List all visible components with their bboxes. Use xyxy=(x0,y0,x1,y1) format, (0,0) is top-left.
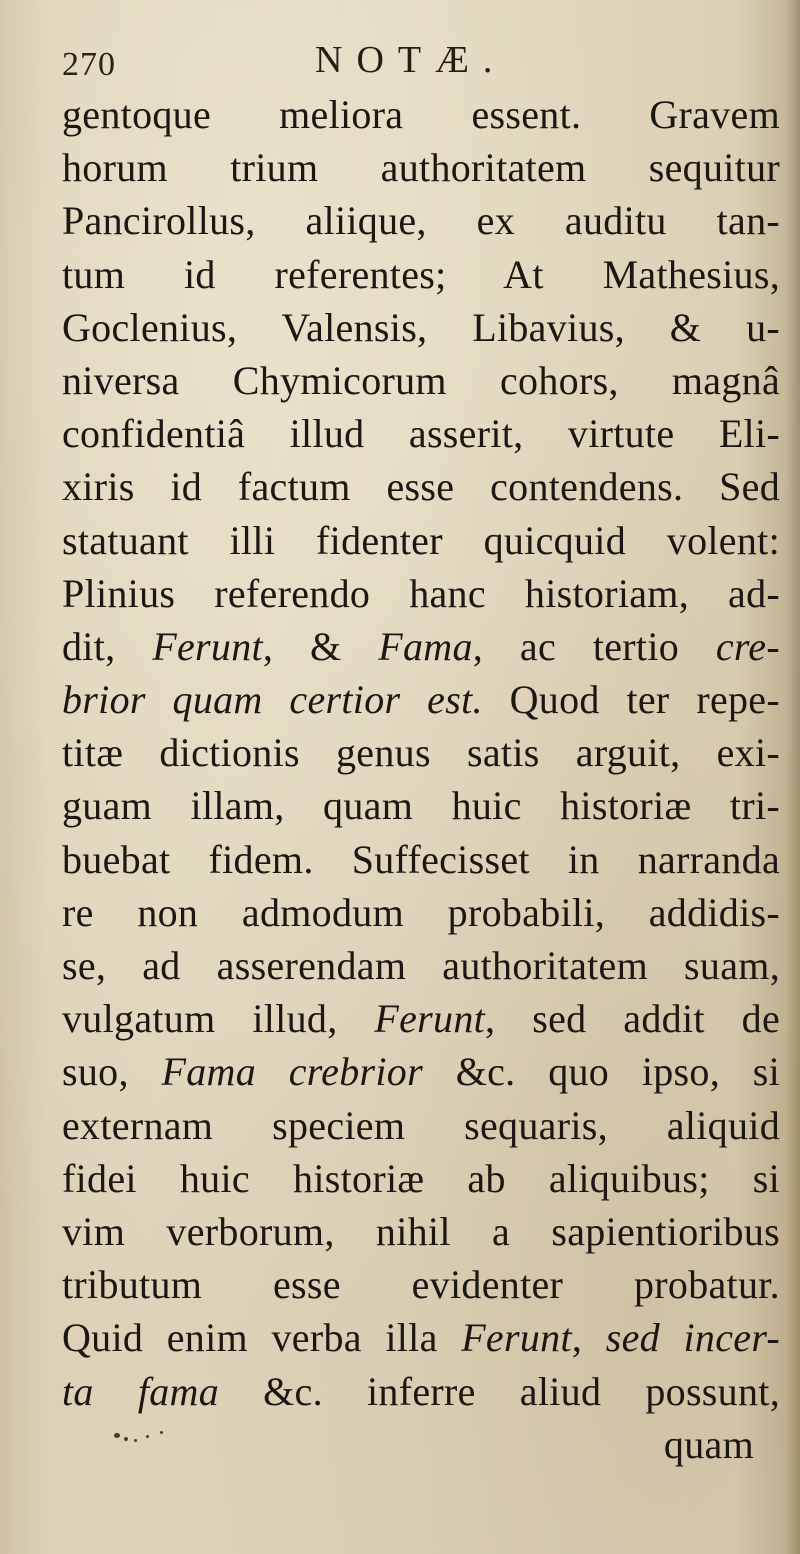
text-line xyxy=(62,1365,780,1418)
text-line xyxy=(62,248,780,301)
text-segment: Pancirollus, aliique, ex auditu tan- xyxy=(62,198,780,244)
italic-text: ta fama xyxy=(62,1368,220,1414)
text-line xyxy=(62,620,780,673)
text-segment: se, ad asserendam authoritatem suam, xyxy=(62,943,780,988)
italic-text: sed incer- xyxy=(605,1315,781,1361)
text-line xyxy=(62,460,780,513)
text-segment: &c. quo ipso, si xyxy=(422,1049,780,1095)
text-line xyxy=(62,1152,780,1205)
text-line xyxy=(62,779,780,832)
page-number: 270 xyxy=(62,46,116,83)
text-line xyxy=(62,673,780,726)
italic-text: Fama xyxy=(378,623,473,669)
text-segment: buebat fidem. Suffecisset in narranda xyxy=(62,836,780,882)
text-segment: dit, xyxy=(62,623,153,669)
text-line xyxy=(62,567,780,620)
text-line xyxy=(62,1099,780,1152)
text-line xyxy=(62,992,780,1045)
text-line xyxy=(62,939,780,992)
text-segment: Quod ter repe- xyxy=(482,677,780,723)
text-line xyxy=(62,194,780,247)
text-segment: , xyxy=(571,1315,606,1361)
text-line xyxy=(62,354,780,407)
ink-smudge xyxy=(112,1425,172,1445)
text-segment: suo, xyxy=(62,1049,162,1095)
text-segment: guam illam, quam huic historiæ tri- xyxy=(62,783,780,829)
page-edge-shadow xyxy=(786,0,800,1554)
text-line xyxy=(62,514,780,567)
text-segment: confidentiâ illud asserit, virtute Eli- xyxy=(62,411,780,457)
text-segment: Quid enim verba illa xyxy=(62,1315,462,1361)
text-line xyxy=(62,301,780,354)
text-segment: vim verborum, nihil a sapientioribus xyxy=(62,1208,780,1254)
text-segment: horum trium authoritatem sequitur xyxy=(62,145,780,191)
text-line xyxy=(62,1311,780,1364)
text-line xyxy=(62,88,780,141)
italic-text: Ferunt xyxy=(374,996,486,1042)
running-head: NOTÆ. xyxy=(315,39,507,81)
italic-text: Ferunt xyxy=(152,623,263,669)
text-segment: xiris id factum esse contendens. Sed xyxy=(62,464,780,510)
body-text xyxy=(62,88,780,1471)
text-segment: statuant illi fidenter quicquid volent: xyxy=(62,517,780,563)
text-segment: re non admodum probabili, addidis- xyxy=(62,889,780,935)
text-segment: , & xyxy=(262,623,379,669)
text-line xyxy=(62,141,780,194)
text-segment: , ac tertio xyxy=(472,623,716,669)
text-segment: , sed addit de xyxy=(485,996,780,1042)
text-line xyxy=(62,726,780,779)
page-header xyxy=(60,38,760,88)
italic-text: Ferunt xyxy=(461,1315,572,1361)
text-line xyxy=(62,1045,780,1098)
text-segment: Plinius referendo hanc historiam, ad- xyxy=(62,570,780,616)
text-segment: gentoque meliora essent. Gravem xyxy=(62,92,780,137)
text-segment: niversa Chymicorum cohors, magnâ xyxy=(62,357,780,403)
italic-text: brior quam certior est. xyxy=(62,677,483,723)
text-line xyxy=(62,407,780,460)
text-segment: fidei huic historiæ ab aliquibus; si xyxy=(62,1155,780,1201)
text-segment: &c. inferre aliud possunt, xyxy=(219,1368,780,1414)
text-line xyxy=(62,1205,780,1258)
text-segment: tum id referentes; At Mathesius, xyxy=(62,251,780,297)
text-line xyxy=(62,833,780,886)
text-line xyxy=(62,1258,780,1311)
text-segment: Goclenius, Valensis, Libavius, & u- xyxy=(62,304,780,350)
text-segment: vulgatum illud, xyxy=(62,996,375,1042)
text-segment: externam speciem sequaris, aliquid xyxy=(62,1102,780,1148)
text-segment: tributum esse evidenter probatur. xyxy=(62,1262,780,1308)
text-segment: quam xyxy=(663,1421,754,1467)
italic-text: cre- xyxy=(715,623,780,669)
italic-text: Fama crebrior xyxy=(161,1049,423,1095)
text-line xyxy=(62,886,780,939)
text-segment: titæ dictionis genus satis arguit, exi- xyxy=(62,730,780,776)
